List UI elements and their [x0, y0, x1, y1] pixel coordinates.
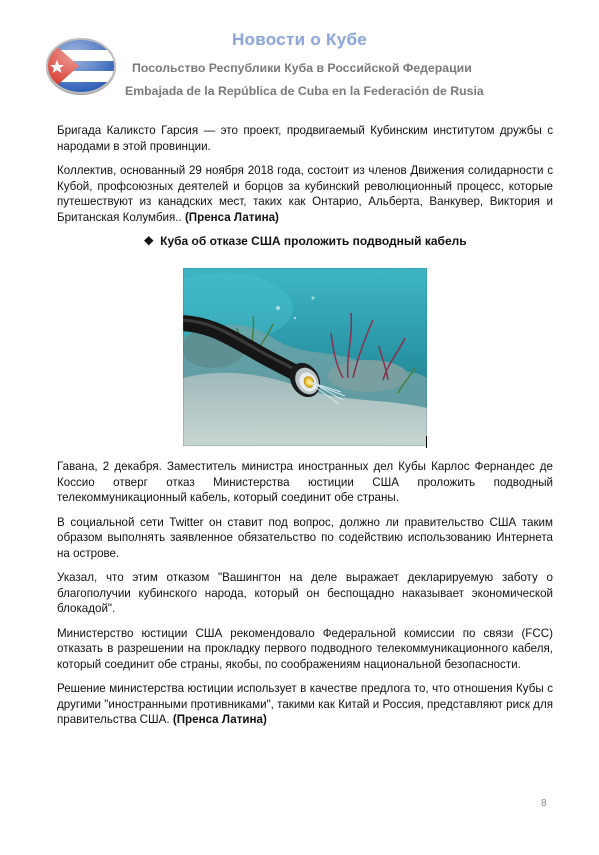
newsletter-title: Новости о Кубе [231, 30, 368, 49]
embassy-name-ru: Посольство Республики Куба в Российской Федерации [132, 61, 472, 75]
article-heading [57, 234, 553, 250]
article-title: Куба об отказе США проложить подводный кабель [160, 234, 467, 248]
paragraph [57, 681, 553, 728]
undersea-cable-image [183, 268, 427, 446]
previous-article [57, 123, 553, 261]
diamond-bullet-icon: ❖ [143, 234, 155, 248]
paragraph: Министерство юстиции США рекомендовало Федеральной комиссии по связи (FCC) отказать в разрешении на прокладку первого подводного телекоммуникационного кабеля, который соединит обе страны, якобы, по соображениям национальной безопасности. [57, 626, 553, 671]
paragraph: Указал, что этим отказом "Вашингтон на деле выражает декларируемую заботу о благополучии кубинского народа, который он беспощадно наказывает экономической блокадой". [57, 571, 553, 615]
text-cursor [426, 436, 427, 448]
source-credit: (Пренса Латина) [184, 210, 279, 224]
article-body [57, 459, 553, 737]
source-credit-text: (Пренса Латина) [172, 713, 267, 726]
source-credit [170, 713, 267, 726]
paragraph: Гавана, 2 декабря. Заместитель министра иностранных дел Кубы Карлос Фернандес де Коссио отверг отказ Министерства юстиции США проложить подводный телекоммуникационный кабель, который соединит обе страны. [57, 460, 553, 504]
paragraph: В социальной сети Twitter он ставит под вопрос, должно ли правительство США таким образом выполнять заявленное обязательство по содействию использованию Интернета на острове. [57, 515, 553, 560]
embassy-name-es: Embajada de la República de Cuba en la Federación de Rusia [125, 84, 484, 98]
paragraph-text: Коллектив, основанный 29 ноября 2018 года, состоит из членов Движения солидарности с Кубой, профсоюзных деятелей и борцов за кубинский революционный процесс, которые путешествуют из канадских мест, таких как Онтарио, Альберта, Ванкувер, Виктория и Британская Колумбия.. [57, 164, 553, 224]
paragraph-text: Решение министерства юстиции использует в качестве предлога то, что отношения Кубы с другими "иностранными противниками", такими как Китай и Россия, представляют риск для правительства США. [57, 682, 553, 726]
page-number: 8 [541, 798, 547, 809]
paragraph [57, 163, 553, 225]
paragraph: Бригада Каликсто Гарсия — это проект, продвигаемый Кубинским институтом дружбы с народами в этой провинции. [57, 124, 553, 153]
page-header [0, 0, 599, 110]
